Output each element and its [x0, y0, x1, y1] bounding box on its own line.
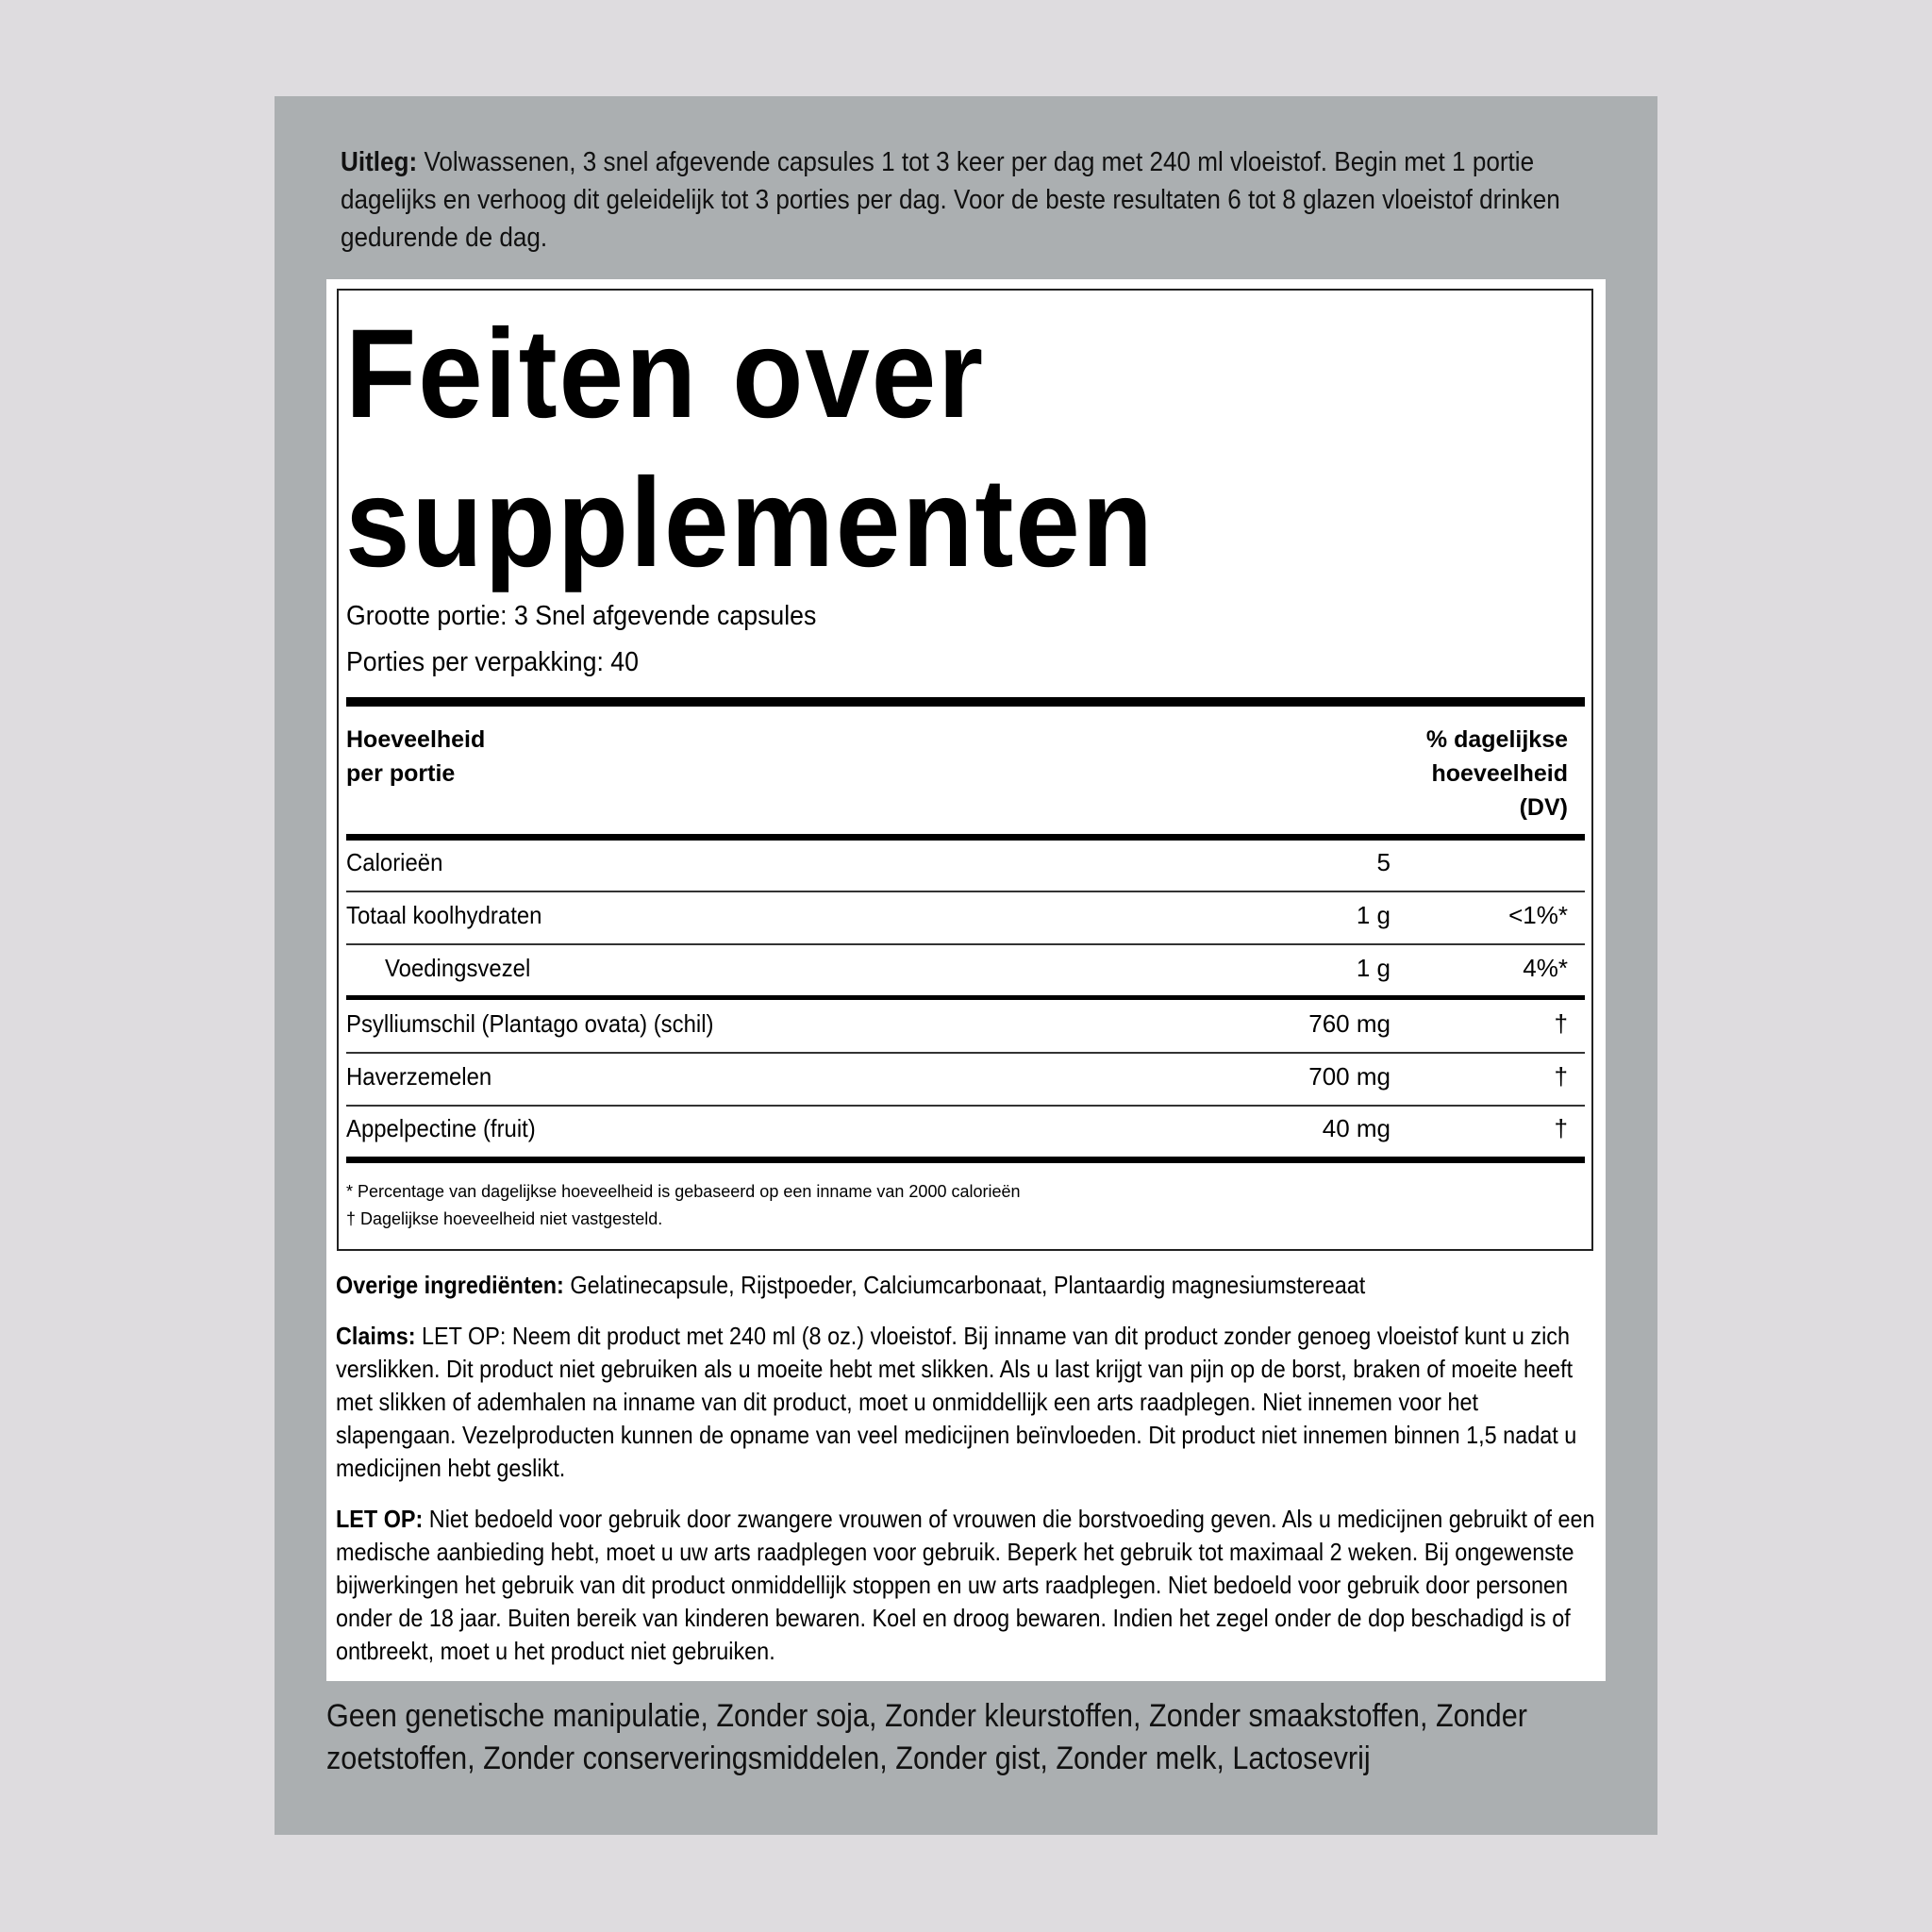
row-name-psyllium: Psylliumschil (Plantago ovata) (schil)	[346, 1009, 714, 1038]
row-dv-fiber: 4%*	[1523, 954, 1568, 982]
row-dv-apple-pectin: †	[1554, 1114, 1568, 1142]
row-divider	[346, 1052, 1585, 1054]
free-from-statement: Geen genetische manipulatie, Zonder soja, Zonder kleurstoffen, Zonder smaakstoffen, Zonder zoetstoffen, Zonder conserveringsmiddelen, Zonder gist, Zonder melk, Lactosevrij	[326, 1698, 1527, 1776]
footnote-percent: * Percentage van dagelijkse hoeveelheid is gebaseerd op een inname van 2000 calorieën	[346, 1182, 1021, 1201]
row-amount-fiber: 1 g	[1356, 954, 1391, 982]
row-name-carbohydrates: Totaal koolhydraten	[346, 901, 542, 929]
header-divider	[346, 834, 1585, 841]
section-divider	[346, 995, 1585, 1000]
serving-size: Grootte portie: 3 Snel afgevende capsules	[346, 601, 817, 631]
facts-title	[345, 300, 1155, 598]
claims-text: LET OP: Neem dit product met 240 ml (8 oz.) vloeistof. Bij inname van dit product zonder genoeg vloeistof kunt u zich verslikken. Dit product niet gebruiken als u moeite hebt met slikken. Als u last krijgt van pijn op de borst, braken of moeite heeft met slikken of ademhalen na inname van dit product, moet u onmiddellijk een arts raadplegen. Niet innemen voor het slapengaan. Vezelproducten kunnen de opname van veel medicijnen beïnvloeden. Dit product niet innemen binnen 1,5 nadat u medicijnen hebt geslikt.	[336, 1322, 1577, 1482]
warning	[336, 1503, 1601, 1668]
servings-per-container: Porties per verpakking: 40	[346, 647, 639, 677]
directions-text	[341, 143, 1580, 257]
header-dv-line1: % dagelijkse	[1425, 726, 1568, 753]
row-amount-carbohydrates: 1 g	[1356, 901, 1391, 929]
directions-body: Volwassenen, 3 snel afgevende capsules 1 tot 3 keer per dag met 240 ml vloeistof. Begin met 1 portie dagelijks en verhoog dit geleidelijk tot 3 porties per dag. Voor de beste resultaten 6 tot 8 glazen vloeistof drinken gedurende de dag.	[341, 147, 1560, 253]
row-amount-psyllium: 760 mg	[1308, 1009, 1391, 1038]
header-amount-line1: Hoeveelheid	[346, 726, 486, 753]
thick-divider	[346, 697, 1585, 707]
row-dv-oat-bran: †	[1554, 1062, 1568, 1091]
row-name-apple-pectin: Appelpectine (fruit)	[346, 1114, 536, 1142]
warning-text: Niet bedoeld voor gebruik door zwangere vrouwen of vrouwen die borstvoeding geven. Als u medicijnen gebruikt of een medische aanbieding hebt, moet u uw arts raadplegen voor gebruik. Beperk het gebruik tot maximaal 2 weken. Bij ongewenste bijwerkingen het gebruik van dit product onmiddellijk stoppen en uw arts raadplegen. Niet bedoeld voor gebruik door personen onder de 18 jaar. Buiten bereik van kinderen bewaren. Koel en droog bewaren. Indien het zegel onder de dop beschadigd is of ontbreekt, moet u het product niet gebruiken.	[336, 1505, 1595, 1665]
row-dv-carbohydrates: <1%*	[1508, 901, 1568, 929]
row-divider	[346, 891, 1585, 892]
footnote-dagger: † Dagelijkse hoeveelheid niet vastgesteld.	[346, 1209, 663, 1228]
header-amount	[346, 723, 485, 791]
other-ingredients	[336, 1269, 1601, 1302]
row-dv-psyllium: †	[1554, 1009, 1568, 1038]
other-ingredients-label: Overige ingrediënten:	[336, 1271, 564, 1299]
facts-title-line1: Feiten over	[345, 304, 985, 444]
facts-title-line2: supplementen	[345, 453, 1155, 593]
row-name-oat-bran: Haverzemelen	[346, 1062, 492, 1091]
header-daily-value	[1426, 723, 1568, 824]
header-dv-line3: (DV)	[1519, 794, 1568, 821]
warning-label: LET OP:	[336, 1505, 424, 1533]
claims-label: Claims:	[336, 1322, 416, 1350]
row-divider	[346, 943, 1585, 945]
header-amount-line2: per portie	[346, 760, 456, 787]
row-name-fiber: Voedingsvezel	[385, 954, 531, 982]
row-amount-calories: 5	[1376, 848, 1391, 876]
row-amount-apple-pectin: 40 mg	[1322, 1114, 1391, 1142]
claims	[336, 1320, 1601, 1485]
row-name-calories: Calorieën	[346, 848, 443, 876]
directions-label: Uitleg:	[341, 147, 418, 177]
header-dv-line2: hoeveelheid	[1431, 760, 1568, 787]
other-ingredients-text: Gelatinecapsule, Rijstpoeder, Calciumcarbonaat, Plantaardig magnesiumstereaat	[563, 1271, 1366, 1299]
row-divider	[346, 1105, 1585, 1107]
bottom-divider	[346, 1157, 1585, 1163]
row-amount-oat-bran: 700 mg	[1308, 1062, 1391, 1091]
